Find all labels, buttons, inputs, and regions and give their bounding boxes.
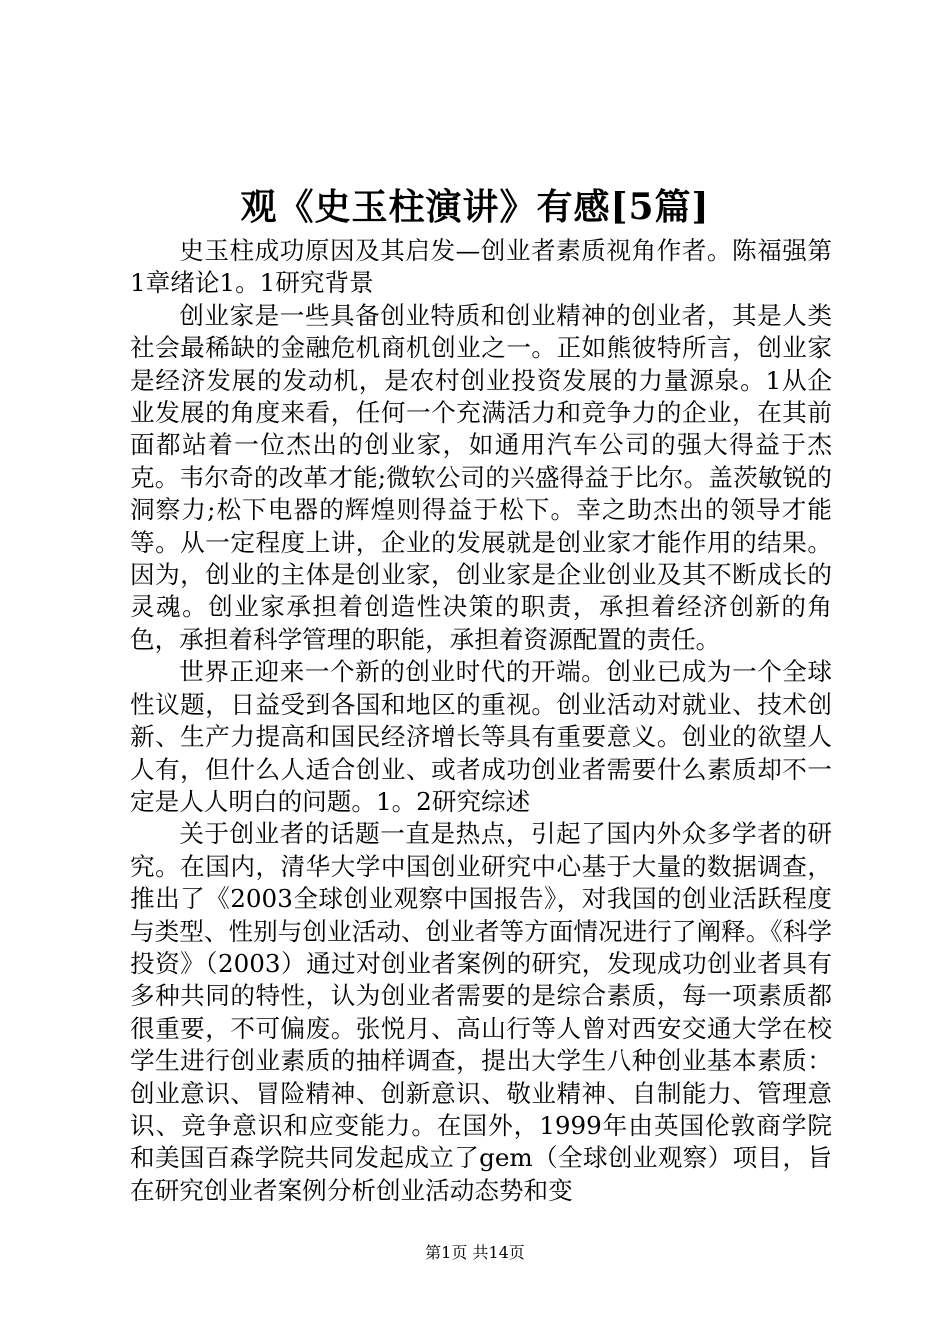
paragraph: 世界正迎来一个新的创业时代的开端。创业已成为一个全球性议题，日益受到各国和地区的重视。创业活动对就业、技术创新、生产力提高和国民经济增长等具有重要意义。创业的欲望人人有，但什么人适合创业、或者成功创业者需要什么素质却不一定是人人明白的问题。1。2研究综述 — [130, 657, 832, 816]
paragraph: 关于创业者的话题一直是热点，引起了国内外众多学者的研究。在国内，清华大学中国创业研究中心基于大量的数据调查，推出了《2003全球创业观察中国报告》，对我国的创业活跃程度与类型、性别与创业活动、创业者等方面情况进行了阐释。《科学投资》（2003）通过对创业者案例的研究，发现成功创业者具有多种共同的特性，认为创业者需要的是综合素质，每一项素质都很重要，不可偏废。张悦月、高山行等人曾对西安交通大学在校学生进行创业素质的抽样调查，提出大学生八种创业基本素质：创业意识、冒险精神、创新意识、敬业精神、自制能力、管理意识、竞争意识和应变能力。在国外，1999年由英国伦敦商学院和美国百森学院共同发起成立了gem（全球创业观察）项目，旨在研究创业者案例分析创业活动态势和变 — [130, 819, 832, 1205]
document-body — [130, 235, 832, 1207]
paragraph: 史玉柱成功原因及其启发—创业者素质视角作者。陈福强第1章绪论1。1研究背景 — [130, 236, 832, 298]
paragraph: 创业家是一些具备创业特质和创业精神的创业者，其是人类社会最稀缺的金融危机商机创业之一。正如熊彼特所言，创业家是经济发展的发动机，是农村创业投资发展的力量源泉。1从企业发展的角度来看，任何一个充满活力和竞争力的企业，在其前面都站着一位杰出的创业家，如通用汽车公司的强大得益于杰克。韦尔奇的改革才能;微软公司的兴盛得益于比尔。盖茨敏锐的洞察力;松下电器的辉煌则得益于松下。幸之助杰出的领导才能等。从一定程度上讲，企业的发展就是创业家才能作用的结果。因为，创业的主体是创业家，创业家是企业创业及其不断成长的灵魂。创业家承担着创造性决策的职责，承担着经济创新的角色，承担着科学管理的职能，承担着资源配置的责任。 — [130, 300, 832, 654]
page-number-footer: 第1页 共14页 — [425, 1243, 525, 1262]
document-title: 观《史玉柱演讲》有感[5篇] — [240, 186, 710, 228]
